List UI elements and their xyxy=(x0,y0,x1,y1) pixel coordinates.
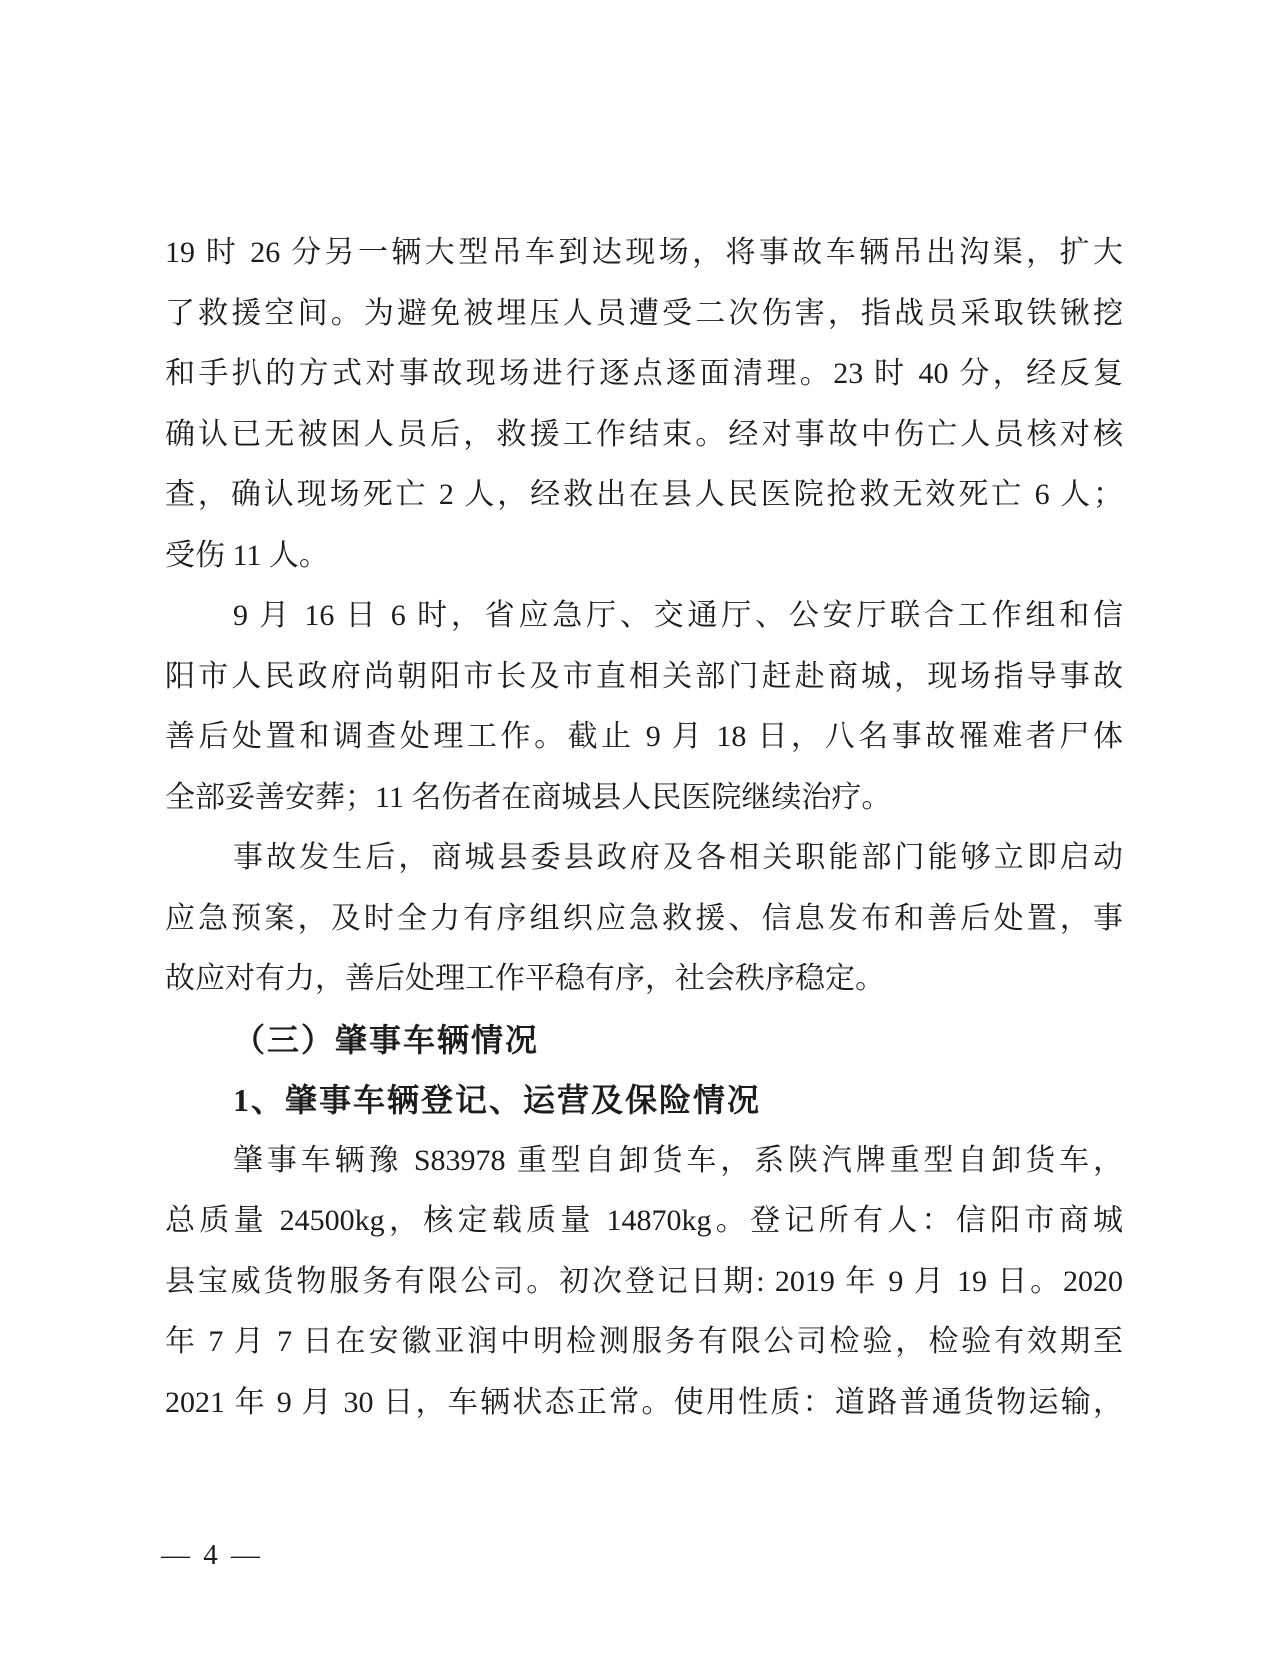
body-line-12: 应急预案，及时全力有序组织应急救援、信息发布和善后处置，事 xyxy=(165,901,1123,935)
body-line-3: 和手扒的方式对事故现场进行逐点逐面清理。23 时 40 分，经反复 xyxy=(165,357,1123,390)
body-line-10: 全部妥善安葬；11 名伤者在商城县人民医院继续治疗。 xyxy=(165,780,892,814)
body-line-17: 总质量 24500kg，核定载质量 14870kg。登记所有人：信阳市商城 xyxy=(165,1204,1123,1237)
body-line-18: 县宝威货物服务有限公司。初次登记日期: 2019 年 9 月 19 日。2020 xyxy=(165,1264,1123,1298)
body-line-6: 受伤 11 人。 xyxy=(165,538,329,572)
body-line-1: 19 时 26 分另一辆大型吊车到达现场，将事故车辆吊出沟渠，扩大 xyxy=(165,236,1123,269)
body-line-11: 事故发生后，商城县委县政府及各相关职能部门能够立即启动 xyxy=(233,841,1123,874)
page-number: — 4 — xyxy=(161,1539,263,1571)
subsection-heading-registration: 1、肇事车辆登记、运营及保险情况 xyxy=(233,1082,762,1118)
body-text xyxy=(165,223,1123,1433)
body-line-9: 善后处置和调查处理工作。截止 9 月 18 日，八名事故罹难者尸体 xyxy=(165,720,1123,753)
section-heading-vehicle-info: （三）肇事车辆情况 xyxy=(233,1021,540,1058)
body-line-20: 2021 年 9 月 30 日，车辆状态正常。使用性质：道路普通货物运输， xyxy=(165,1385,1123,1419)
body-line-4: 确认已无被困人员后，救援工作结束。经对事故中伤亡人员核对核 xyxy=(165,417,1123,451)
body-line-5: 查，确认现场死亡 2 人，经救出在县人民医院抢救无效死亡 6 人； xyxy=(165,478,1123,511)
body-line-19: 年 7 月 7 日在安徽亚润中明检测服务有限公司检验，检验有效期至 xyxy=(165,1325,1123,1358)
body-line-13: 故应对有力，善后处理工作平稳有序，社会秩序稳定。 xyxy=(165,962,885,995)
body-line-2: 了救援空间。为避免被埋压人员遭受二次伤害，指战员采取铁锹挖 xyxy=(165,296,1123,330)
body-line-8: 阳市人民政府尚朝阳市长及市直相关部门赶赴商城，现场指导事故 xyxy=(165,659,1123,693)
body-line-16: 肇事车辆豫 S83978 重型自卸货车，系陕汽牌重型自卸货车， xyxy=(233,1143,1123,1177)
body-line-7: 9 月 16 日 6 时，省应急厅、交通厅、公安厅联合工作组和信 xyxy=(233,599,1123,632)
